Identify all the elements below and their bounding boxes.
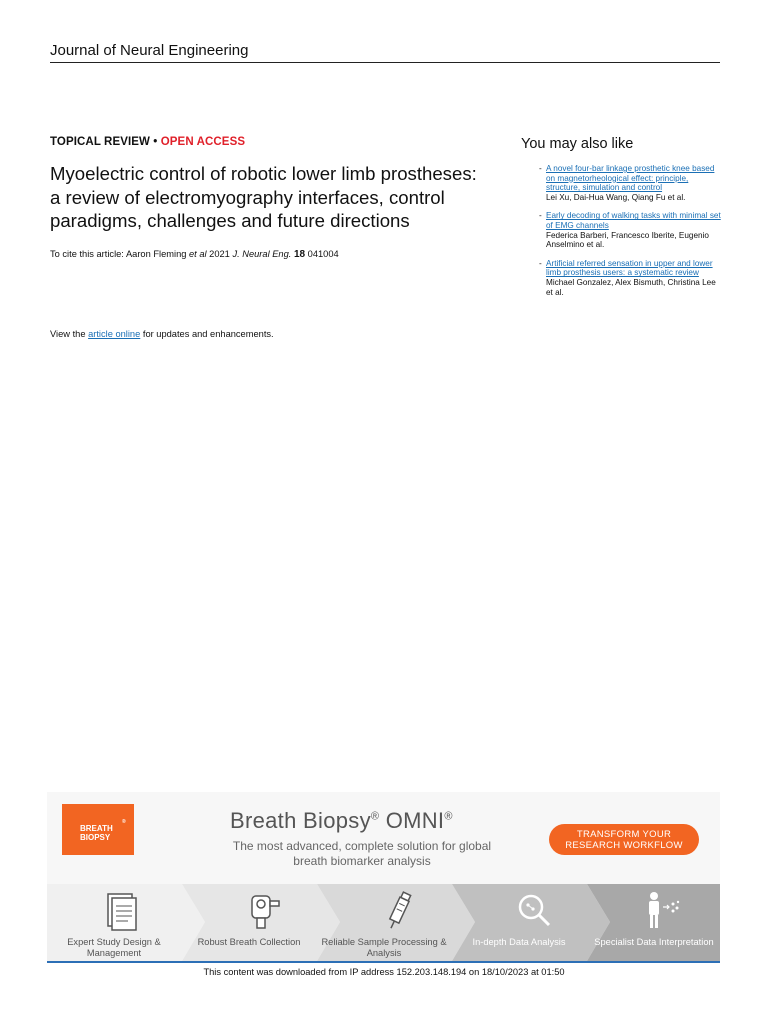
related-articles bbox=[521, 136, 721, 306]
breath-biopsy-logo bbox=[62, 804, 134, 855]
workflow-step bbox=[452, 884, 587, 961]
related-item bbox=[521, 164, 721, 202]
cta-line2: RESEARCH WORKFLOW bbox=[565, 839, 683, 851]
download-footer: This content was downloaded from IP address 152.203.148.194 on 18/10/2023 at 01:50 bbox=[203, 967, 565, 977]
headline-text: Breath Biopsy bbox=[230, 808, 371, 833]
person-data-icon bbox=[642, 890, 682, 932]
cta-line1: TRANSFORM YOUR bbox=[576, 828, 672, 840]
step-label: Reliable Sample Processing & Analysis bbox=[321, 937, 447, 958]
journal-header bbox=[50, 42, 720, 63]
workflow-steps bbox=[47, 884, 720, 961]
related-item-authors: Michael Gonzalez, Alex Bismuth, Christina Lee et al. bbox=[546, 277, 716, 297]
headline-reg: ® bbox=[370, 810, 380, 823]
magnifier-icon bbox=[514, 890, 554, 932]
transform-workflow-button[interactable] bbox=[549, 824, 699, 855]
cite-journal: J. Neural Eng. bbox=[232, 248, 292, 259]
step-label: In-depth Data Analysis bbox=[472, 937, 566, 947]
list-dash: - bbox=[539, 164, 542, 173]
section-type: TOPICAL REVIEW bbox=[50, 136, 151, 148]
cite-etal: et al bbox=[189, 248, 207, 259]
open-access-badge: OPEN ACCESS bbox=[160, 136, 246, 148]
article-title: Myoelectric control of robotic lower limb prostheses: a review of electromyography interfaces, control paradigms, challenges and future directions bbox=[50, 163, 477, 231]
related-item-authors: Federica Barberi, Francesco Iberite, Eugenio Anselmino et al. bbox=[546, 230, 709, 250]
banner-divider bbox=[47, 961, 720, 963]
journal-name: Journal of Neural Engineering bbox=[50, 42, 249, 59]
cite-number: 041004 bbox=[307, 248, 339, 259]
related-item bbox=[521, 259, 721, 297]
step-label: Expert Study Design & Management bbox=[67, 937, 161, 958]
related-list bbox=[521, 164, 721, 297]
logo-registered-mark: ® bbox=[122, 819, 126, 825]
workflow-step bbox=[182, 884, 317, 961]
headline-suffix: OMNI bbox=[379, 808, 445, 833]
step-label: Robust Breath Collection bbox=[197, 937, 301, 947]
workflow-step bbox=[587, 884, 720, 961]
article-online-link[interactable]: article online bbox=[88, 329, 141, 339]
advertisement-banner[interactable] bbox=[47, 792, 720, 963]
headline-reg2: ® bbox=[444, 810, 453, 823]
breath-collector-icon bbox=[244, 890, 284, 932]
related-item-link[interactable]: Artificial referred sensation in upper and lower limb prosthesis users: a systematic review bbox=[546, 258, 713, 278]
logo-line1: BREATH bbox=[80, 824, 113, 833]
cite-volume: 18 bbox=[293, 248, 306, 260]
document-icon bbox=[102, 890, 142, 932]
section-label bbox=[50, 136, 490, 148]
section-separator: • bbox=[150, 136, 161, 148]
related-item-link[interactable]: A novel four-bar linkage prosthetic knee based on magnetorheological effect: principle, structure, simulation and control bbox=[546, 164, 715, 193]
view-before: View the bbox=[50, 329, 89, 339]
logo-line2: BIOPSY bbox=[80, 833, 111, 842]
citation bbox=[50, 249, 490, 260]
view-after: for updates and enhancements. bbox=[140, 329, 274, 339]
list-dash: - bbox=[539, 258, 542, 268]
cite-prefix: To cite this article: Aaron Fleming bbox=[50, 248, 189, 259]
step-label: Specialist Data Interpretation bbox=[594, 937, 714, 947]
ad-headline bbox=[230, 808, 453, 834]
related-item-link[interactable]: Early decoding of walking tasks with minimal set of EMG channels bbox=[546, 211, 721, 230]
view-online-note bbox=[50, 329, 274, 339]
workflow-step bbox=[317, 884, 452, 961]
workflow-step bbox=[47, 884, 182, 961]
related-item-authors: Lei Xu, Dai-Hua Wang, Qiang Fu et al. bbox=[546, 192, 686, 202]
related-heading: You may also like bbox=[521, 136, 634, 152]
sample-tube-icon bbox=[379, 890, 419, 932]
article-info bbox=[50, 136, 490, 260]
cite-year: 2021 bbox=[206, 248, 233, 259]
ad-subheadline: The most advanced, complete solution for global breath biomarker analysis bbox=[232, 839, 492, 868]
related-item bbox=[521, 211, 721, 249]
list-dash: - bbox=[539, 211, 542, 221]
